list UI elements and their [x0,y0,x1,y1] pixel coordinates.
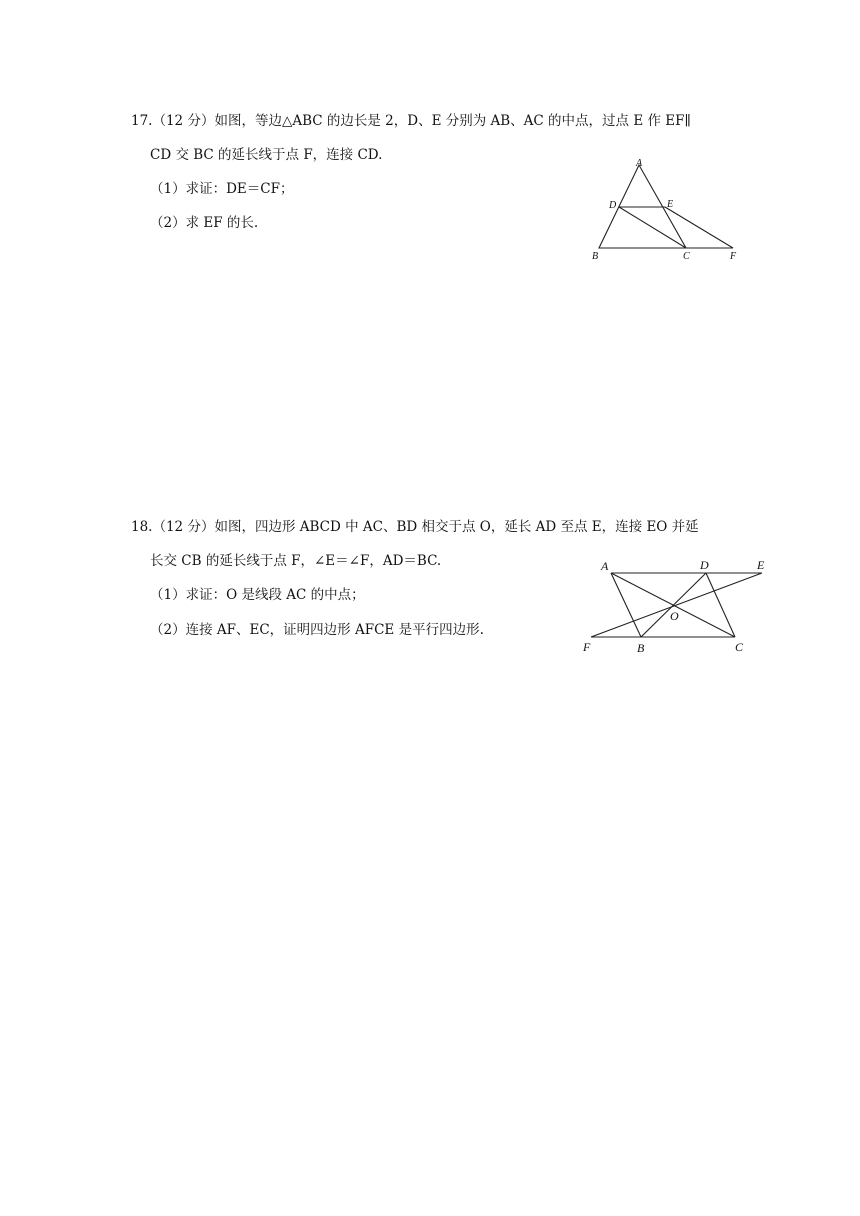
segment-bd [641,573,706,637]
label-d: D [609,200,617,211]
label-f: F [583,640,591,654]
problem-18-line-2: 长交 CB 的延长线于点 F，∠E＝∠F，AD＝BC. [150,553,442,569]
label-o: O [670,609,679,623]
label-f: F [730,251,737,262]
label-a: A [601,559,609,573]
problem-17-part-2: （2）求 EF 的长. [150,215,259,231]
label-b: B [592,251,599,262]
label-b: B [637,641,645,655]
problem-17-line-2: CD 交 BC 的延长线于点 F，连接 CD. [150,147,383,163]
problem-18-line-1: 18.（12 分）如图，四边形 ABCD 中 AC、BD 相交于点 O，延长 AD 至点 E，连接 EO 并延 [131,519,699,535]
problem-17-line-1: 17.（12 分）如图，等边△ABC 的边长是 2，D、E 分别为 AB、AC 的中点，过点 E 作 EF∥ [131,113,691,129]
label-e: E [757,558,765,572]
label-e: E [667,199,674,210]
problem-17-part-1: （1）求证：DE＝CF； [150,181,294,197]
problem-18-part-1: （1）求证：O 是线段 AC 的中点； [150,587,365,603]
label-a: A [636,158,643,169]
label-c: C [683,251,690,262]
label-d: D [700,558,709,572]
problem-18-figure [578,553,778,658]
problem-17-figure [588,155,748,265]
problem-18-part-2: （2）连接 AF、EC，证明四边形 AFCE 是平行四边形. [150,622,484,638]
segment-dc [706,573,735,637]
label-c: C [735,640,744,654]
segment-ef [591,573,762,637]
